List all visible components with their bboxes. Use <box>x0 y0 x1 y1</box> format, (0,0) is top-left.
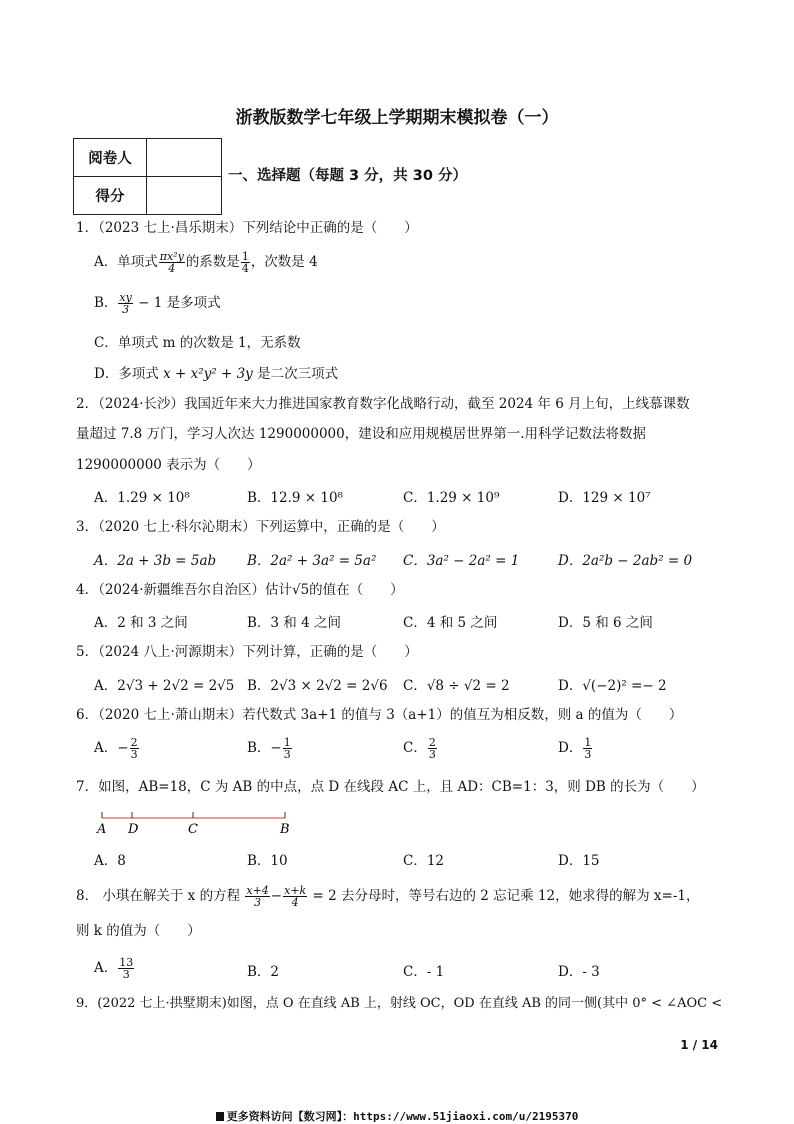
fraction: $\frac{\text{πx²y}}{4}$ <box>159 250 184 275</box>
fraction: $\frac{x+k}{4}$ <box>284 884 307 909</box>
question-7-option-d: D．15 <box>558 853 600 869</box>
fraction: $\frac{1}{3}$ <box>283 736 291 761</box>
question-4-option-c: C．4 和 5 之间 <box>403 615 498 631</box>
label-b: B <box>280 822 290 837</box>
question-2-line-2: 量超过 7.8 万门，学习人次达 1290000000，建设和应用规模居世界第一.用科学记数法将数据 <box>76 426 647 442</box>
question-4-option-b: B．3 和 4 之间 <box>247 615 341 631</box>
question-3-option-a: A．2a + 3b = 5ab <box>94 553 217 569</box>
fraction: $\frac{xy}{3}$ <box>119 291 132 316</box>
question-8-line-1: 8． 小琪在解关于 x 的方程 $\frac{x+4}{3}$ − $\frac{x+k}{4}$ = 2 去分母时，等号右边的 2 忘记乘 12，她求得的解为 x=-1， <box>76 884 700 909</box>
question-7-option-b: B．10 <box>247 853 288 869</box>
question-4-option-a: A．2 和 3 之间 <box>94 615 188 631</box>
reviewer-cell <box>147 139 222 177</box>
score-table <box>73 138 222 215</box>
fraction: $\frac{1}{4}$ <box>241 250 249 275</box>
question-9-stem: 9．(2022 七上·拱墅期末)如图，点 O 在直线 AB 上，射线 OC，OD 在直线 AB 的同一侧(其中 0° < ∠AOC < <box>76 996 723 1011</box>
fraction: $\frac{13}{3}$ <box>119 956 134 981</box>
question-8-line-2: 则 k 的值为（ ） <box>76 923 201 939</box>
question-4-stem: 4．（2024·新疆维吾尔自治区）估计√5的值在（ ） <box>76 582 404 598</box>
question-6-stem: 6．（2020 七上·萧山期末）若代数式 3a+1 的值与 3（a+1）的值互为相反数，则 a 的值为（ ） <box>76 707 683 723</box>
question-5-option-a: A．2√3 + 2√2 = 2√5 <box>94 678 235 694</box>
question-7-option-c: C．12 <box>403 853 445 869</box>
fraction: $\frac{2}{3}$ <box>130 736 138 761</box>
fraction: $\frac{2}{3}$ <box>428 736 436 761</box>
question-5-option-b: B．2√3 × 2√2 = 2√6 <box>247 678 388 694</box>
question-6-option-d: D． $\frac{1}{3}$ <box>558 736 592 761</box>
question-3-option-c: C．3a² − 2a² = 1 <box>403 553 520 569</box>
question-1-option-b: B． $\frac{xy}{3}$ − 1 是多项式 <box>94 291 221 316</box>
question-7-option-a: A．8 <box>94 853 126 869</box>
question-1-option-c: C．单项式 m 的次数是 1，无系数 <box>94 335 301 351</box>
label-a: A <box>97 822 107 837</box>
question-8-option-d: D．- 3 <box>558 964 600 980</box>
question-1-stem: 1．（2023 七上·昌乐期末）下列结论中正确的是（ ） <box>76 220 418 236</box>
question-2-option-b: B．12.9 × 10⁸ <box>247 490 343 506</box>
question-2-option-d: D．129 × 10⁷ <box>558 490 651 506</box>
question-5-stem: 5．（2024 八上·河源期末）下列计算，正确的是（ ） <box>76 644 418 660</box>
label-d: D <box>128 822 139 837</box>
question-3-option-b: B．2a² + 3a² = 5a² <box>247 553 377 569</box>
score-label: 得分 <box>74 177 147 215</box>
question-8-option-b: B．2 <box>247 964 280 980</box>
question-2-option-c: C．1.29 × 10⁹ <box>403 490 500 506</box>
line-segment-figure <box>90 808 300 838</box>
question-1-option-d: D．多项式 x + x²y² + 3y 是二次三项式 <box>94 366 339 382</box>
question-8-option-a: A． $\frac{13}{3}$ <box>94 956 134 981</box>
fraction: $\frac{1}{3}$ <box>584 736 592 761</box>
footer <box>0 1108 794 1124</box>
question-4-option-d: D．5 和 6 之间 <box>558 615 653 631</box>
question-2-line-3: 1290000000 表示为（ ） <box>76 457 261 473</box>
question-2-option-a: A．1.29 × 10⁸ <box>94 490 190 506</box>
question-1-option-a: A．单项式 $\frac{\text{πx²y}}{4}$ 的系数是 $\frac{1}{4}$ ，次数是 4 <box>94 250 318 275</box>
page-number: 1 / 14 <box>680 1038 718 1052</box>
footer-link[interactable]: 更多资料访问【数习网】：https://www.51jiaoxi.com/u/2195370 <box>226 1110 579 1123</box>
section-heading: 一、选择题（每题 3 分，共 30 分） <box>228 168 467 184</box>
reviewer-label: 阅卷人 <box>74 139 147 177</box>
fraction: $\frac{x+4}{3}$ <box>246 884 269 909</box>
question-6-option-c: C． $\frac{2}{3}$ <box>403 736 436 761</box>
document-title: 浙教版数学七年级上学期期末模拟卷（一） <box>235 108 559 128</box>
question-8-option-c: C．- 1 <box>403 964 445 980</box>
question-6-option-b: B．− $\frac{1}{3}$ <box>247 736 291 761</box>
question-2-line-1: 2．（2024·长沙）我国近年来大力推进国家教育数字化战略行动，截至 2024 年 6 月上旬，上线慕课数 <box>76 396 690 412</box>
question-5-option-d: D．√(−2)² =− 2 <box>558 678 667 694</box>
question-3-option-d: D．2a²b − 2ab² = 0 <box>558 553 693 569</box>
question-7-stem: 7．如图，AB=18，C 为 AB 的中点，点 D 在线段 AC 上，且 AD：CB=1：3，则 DB 的长为（ ） <box>76 779 705 795</box>
question-6-option-a: A．− $\frac{2}{3}$ <box>94 736 138 761</box>
label-c: C <box>188 822 198 837</box>
question-3-stem: 3．（2020 七上·科尔沁期末）下列运算中，正确的是（ ） <box>76 519 445 535</box>
score-cell <box>147 177 222 215</box>
flag-icon <box>216 1112 224 1121</box>
question-5-option-c: C．√8 ÷ √2 = 2 <box>403 678 510 694</box>
